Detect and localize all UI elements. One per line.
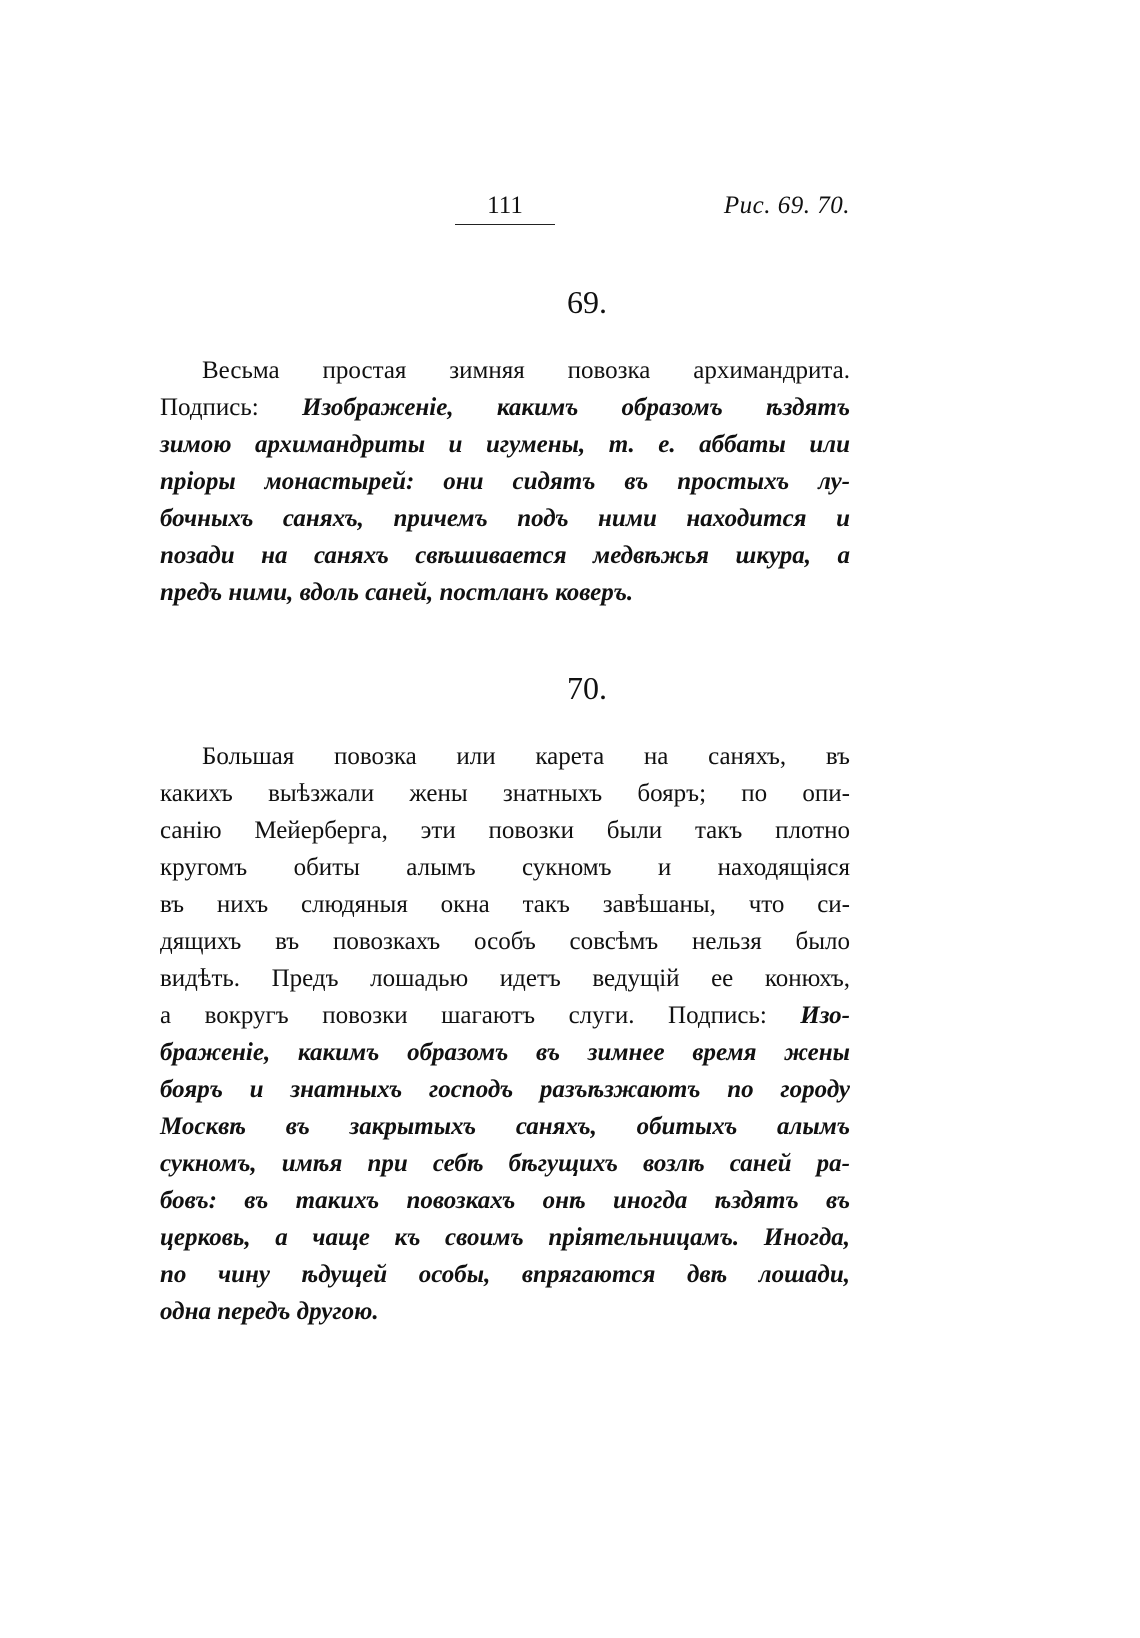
text-line — [160, 849, 850, 886]
italic-run: бочныхъ саняхъ, причемъ подъ ними находится и — [160, 505, 850, 532]
roman-run: въ нихъ слюдяныя окна такъ завѣшаны, что си- — [160, 891, 850, 918]
italic-run: Изо- — [800, 1002, 850, 1029]
italic-run: бояръ и знатныхъ господъ разъѣзжаютъ по городу — [160, 1076, 850, 1103]
text-line — [160, 1219, 850, 1256]
text-line — [160, 1293, 850, 1330]
roman-run: кругомъ обиты алымъ сукномъ и находящіяся — [160, 854, 850, 881]
roman-run: а вокругъ повозки шагаютъ слуги. Подпись: — [160, 1002, 801, 1029]
italic-run: церковь, а чаще къ своимъ пріятельницамъ. Иногда, — [160, 1224, 850, 1251]
roman-run: дящихъ въ повозкахъ особъ совсѣмъ нельзя было — [160, 928, 850, 955]
text-line — [160, 960, 850, 997]
running-head: Рис. 69. 70. — [723, 192, 850, 219]
text-line — [160, 997, 850, 1034]
italic-run: Изображеніе, какимъ образомъ ѣздятъ — [302, 394, 851, 421]
text-line — [160, 574, 850, 611]
italic-run: Москвѣ въ закрытыхъ саняхъ, обитыхъ алымъ — [160, 1113, 850, 1140]
section-number-70: 70. — [567, 670, 607, 706]
text-line — [160, 389, 850, 426]
page-number-rule — [455, 224, 555, 225]
italic-run: пріоры монастырей: они сидятъ въ простыхъ лу- — [160, 468, 850, 495]
text-line — [160, 1034, 850, 1071]
page-header — [160, 190, 850, 230]
italic-run: сукномъ, имѣя при себѣ бѣгущихъ возлѣ саней ра- — [160, 1150, 850, 1177]
text-line — [160, 1182, 850, 1219]
text-line — [160, 1108, 850, 1145]
text-line — [160, 886, 850, 923]
text-line — [160, 1256, 850, 1293]
section-70-body — [160, 738, 850, 1330]
roman-run: Большая повозка или карета на саняхъ, въ — [202, 743, 850, 770]
text-line — [160, 426, 850, 463]
italic-run: зимою архимандриты и игумены, т. е. аббаты или — [160, 431, 850, 458]
italic-run: предъ ними, вдоль саней, постланъ коверъ. — [160, 579, 634, 606]
text-line — [160, 352, 850, 389]
roman-run: какихъ выѣзжали жены знатныхъ бояръ; по опи- — [160, 780, 850, 807]
page-number: 111 — [487, 192, 523, 219]
text-line — [160, 923, 850, 960]
text-line — [160, 812, 850, 849]
section-number-69: 69. — [567, 284, 607, 320]
roman-run: Весьма простая зимняя повозка архимандрита. — [202, 357, 850, 384]
section-69-body — [160, 352, 850, 611]
italic-run: бовъ: въ такихъ повозкахъ онѣ иногда ѣздятъ въ — [160, 1187, 850, 1214]
text-line — [160, 775, 850, 812]
text-line — [160, 463, 850, 500]
italic-run: одна передъ другою. — [160, 1298, 379, 1325]
text-line — [160, 537, 850, 574]
text-line — [160, 1071, 850, 1108]
roman-run: видѣть. Предъ лошадью идетъ ведущій ее конюхъ, — [160, 965, 850, 992]
italic-run: браженіе, какимъ образомъ въ зимнее время жены — [160, 1039, 850, 1066]
italic-run: по чину ѣдущей особы, впрягаются двѣ лошади, — [160, 1261, 850, 1288]
roman-run: санію Мейерберга, эти повозки были такъ плотно — [160, 817, 850, 844]
text-line — [160, 500, 850, 537]
roman-run: Подпись: — [160, 394, 303, 421]
italic-run: позади на саняхъ свѣшивается медвѣжья шкура, а — [160, 542, 850, 569]
text-line — [160, 1145, 850, 1182]
text-line — [160, 738, 850, 775]
